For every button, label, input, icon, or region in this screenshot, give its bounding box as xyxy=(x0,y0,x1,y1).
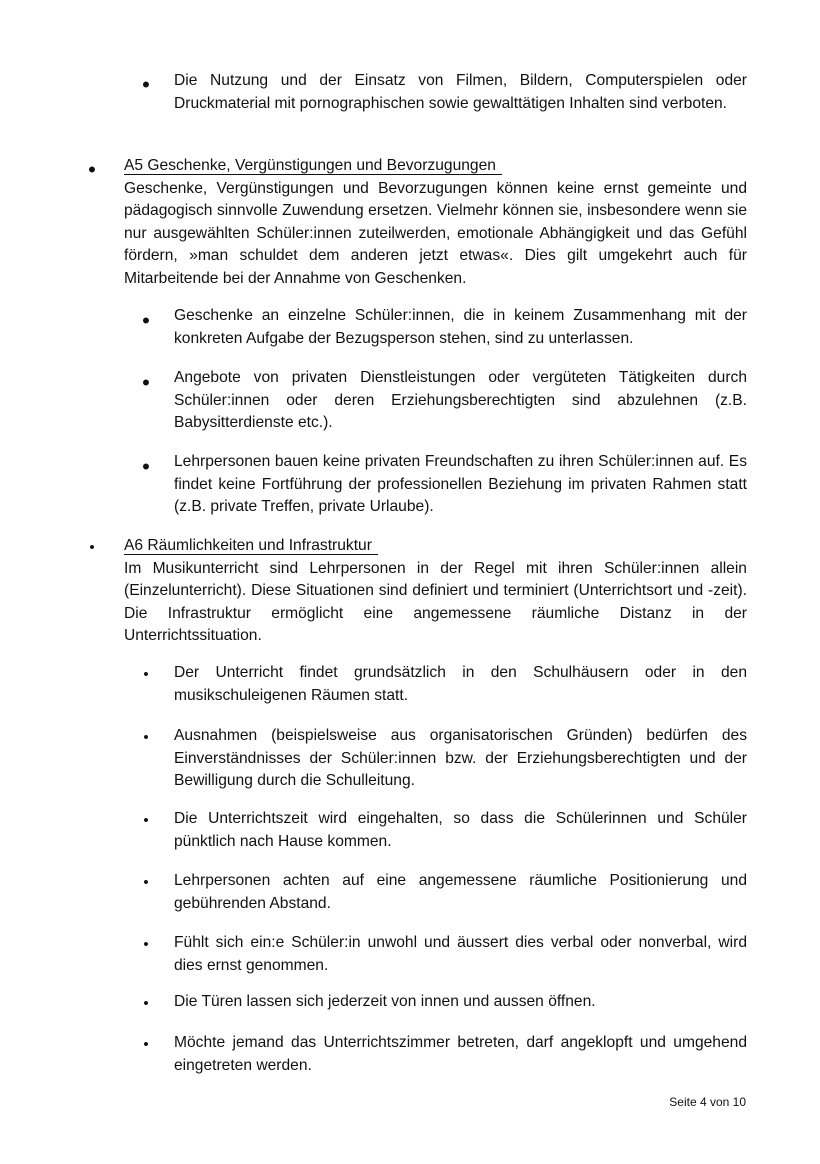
list-item-text: Angebote von privaten Dienstleistungen oder vergüteten Tätigkeiten durch Schüler:innen oder deren Erziehungsberechtigten sind abzulehnen (z.B. Babysitterdienste etc.). xyxy=(174,369,747,432)
list-item-text: Die Unterrichtszeit wird eingehalten, so dass die Schülerinnen und Schüler pünktlich nach Hause kommen. xyxy=(174,810,747,850)
list-item-text: Der Unterricht findet grundsätzlich in den Schulhäusern oder in den musikschuleigenen Räumen statt. xyxy=(174,664,747,704)
list-item xyxy=(174,1032,747,1077)
bullet-marker: • xyxy=(142,370,150,395)
list-item-text: Geschenke an einzelne Schüler:innen, die in keinem Zusammenhang mit der konkreten Aufgabe der Bezugsperson stehen, sind zu unterlassen. xyxy=(174,307,747,347)
list-item-text: Lehrpersonen bauen keine privaten Freundschaften zu ihren Schüler:innen auf. Es findet keine Fortführung der professionellen Beziehung im privaten Rahmen statt (z.B. private Treffen, private Urlaube). xyxy=(174,453,747,516)
bullet-marker: • xyxy=(143,729,149,746)
list-item-text: Fühlt sich ein:e Schüler:in unwohl und äussert dies verbal oder nonverbal, wird dies ernst genommen. xyxy=(174,934,747,974)
section-heading-text: A5 Geschenke, Vergünstigungen und Bevorzugungen xyxy=(124,157,502,175)
section-heading xyxy=(124,155,747,178)
list-item-text: Lehrpersonen achten auf eine angemessene räumliche Positionierung und gebührenden Abstand. xyxy=(174,872,747,912)
bullet-marker: • xyxy=(143,995,149,1012)
bullet-marker: • xyxy=(142,454,150,479)
bullet-marker: • xyxy=(89,539,95,556)
bullet-marker: • xyxy=(142,72,150,97)
section-a6 xyxy=(124,535,747,648)
bullet-marker: • xyxy=(142,308,150,333)
list-item-text: Ausnahmen (beispielsweise aus organisatorischen Gründen) bedürfen des Einverständnisses der Schüler:innen bzw. der Erziehungsberechtigten und der Bewilligung durch die Schulleitung. xyxy=(174,727,747,790)
list-item xyxy=(174,451,747,519)
section-heading xyxy=(124,535,747,558)
list-item xyxy=(174,367,747,435)
section-heading-text: A6 Räumlichkeiten und Infrastruktur xyxy=(124,537,378,555)
bullet-marker: • xyxy=(143,874,149,891)
list-item-text: Die Nutzung und der Einsatz von Filmen, Bildern, Computerspielen oder Druckmaterial mit pornographischen sowie gewalttätigen Inhalten sind verboten. xyxy=(174,72,747,112)
section-a5 xyxy=(124,155,747,291)
list-item xyxy=(174,808,747,853)
list-item xyxy=(174,991,747,1014)
list-item-text: Die Türen lassen sich jederzeit von innen und aussen öffnen. xyxy=(174,993,596,1010)
list-item xyxy=(174,662,747,707)
list-item xyxy=(174,70,747,115)
list-item xyxy=(174,870,747,915)
section-body: Geschenke, Vergünstigungen und Bevorzugungen können keine ernst gemeinte und pädagogisch sinnvolle Zuwendung ersetzen. Vielmehr können sie, insbesondere wenn sie nur ausgewählten Schüler:innen zuteilwerden, emotionale Abhängigkeit und das Gefühl fördern, »man schuldet dem anderen jetzt etwas«. Dies gilt umgekehrt auch für Mitarbeitende bei der Annahme von Geschenken. xyxy=(124,179,747,287)
bullet-marker: • xyxy=(88,157,96,182)
section-body: Im Musikunterricht sind Lehrpersonen in der Regel mit ihren Schüler:innen allein (Einzelunterricht). Diese Situationen sind definiert und terminiert (Unterrichtsort und -zeit). Die Infrastruktur ermöglicht eine angemessene räumliche Distanz in der Unterrichtssituation. xyxy=(124,559,747,645)
list-item xyxy=(174,932,747,977)
bullet-marker: • xyxy=(143,812,149,829)
bullet-marker: • xyxy=(143,936,149,953)
bullet-marker: • xyxy=(143,666,149,683)
page-number: Seite 4 von 10 xyxy=(669,1095,746,1109)
list-item xyxy=(174,725,747,793)
list-item-text: Möchte jemand das Unterrichtszimmer betreten, darf angeklopft und umgehend eingetreten werden. xyxy=(174,1034,747,1074)
bullet-marker: • xyxy=(143,1036,149,1053)
list-item xyxy=(174,305,747,350)
